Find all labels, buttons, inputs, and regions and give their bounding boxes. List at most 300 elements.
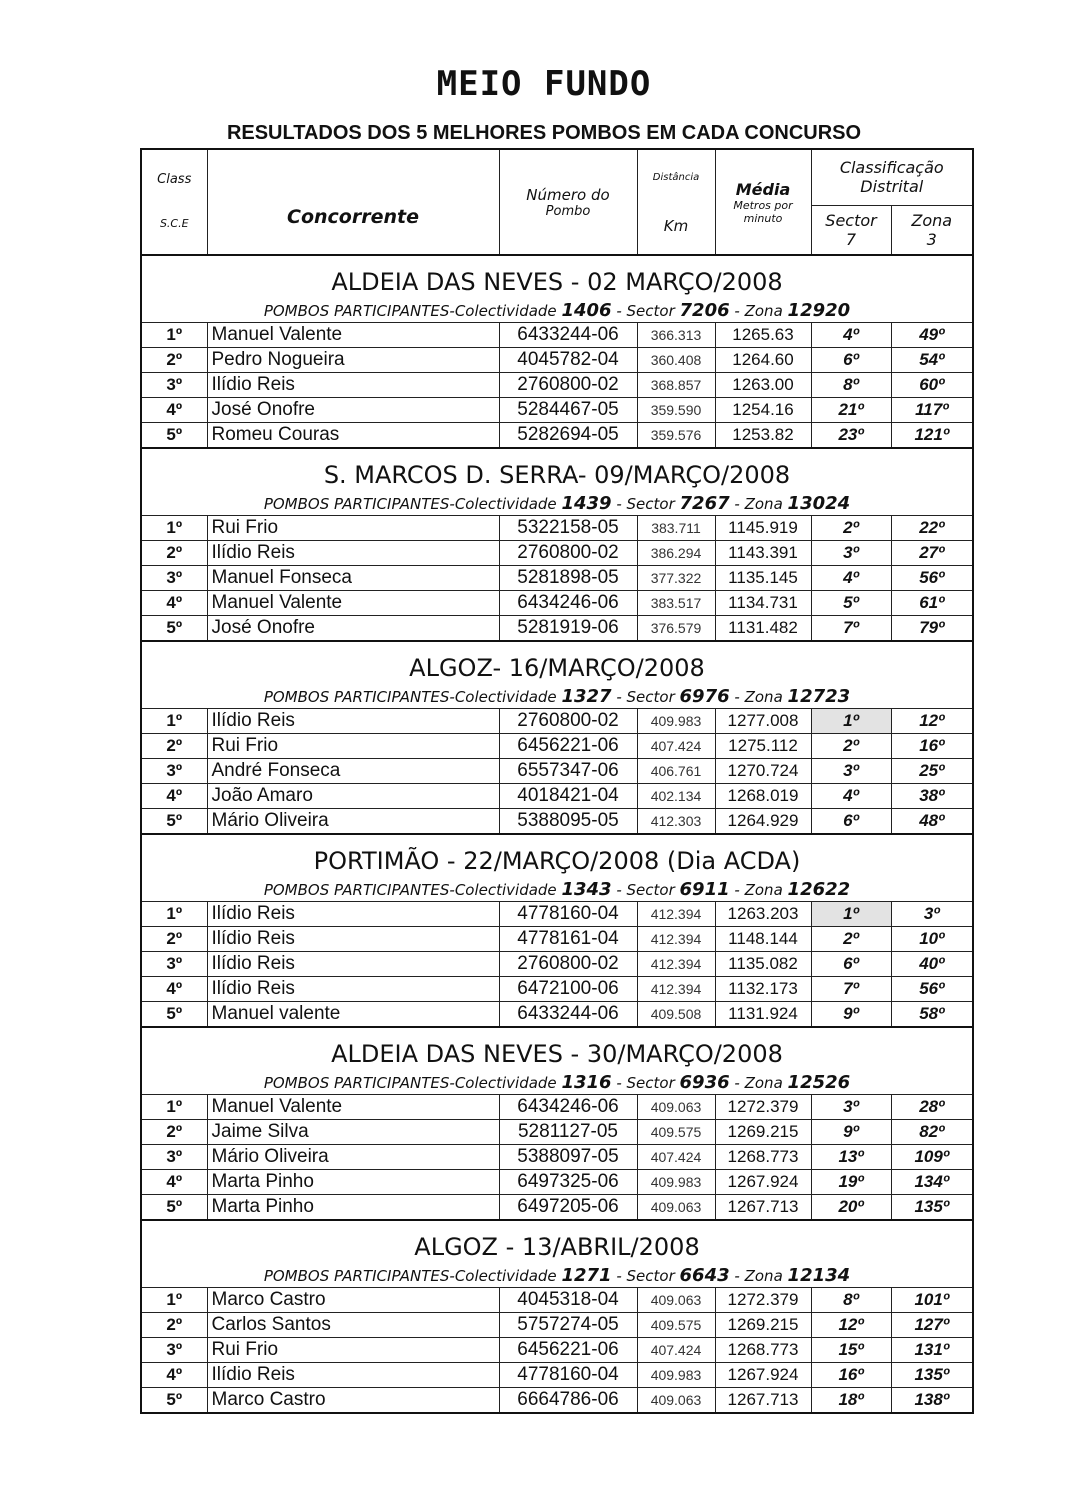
sector-rank: 12º bbox=[811, 1313, 891, 1338]
header-class-bottom: S.C.E bbox=[159, 217, 189, 230]
participants-sector-label: - Sector bbox=[616, 301, 675, 320]
sector-rank: 2º bbox=[811, 734, 891, 759]
pigeon-number: 6434246-06 bbox=[499, 1095, 637, 1120]
pigeon-number: 5388097-05 bbox=[499, 1145, 637, 1170]
table-row bbox=[141, 902, 973, 927]
pigeon-number: 6433244-06 bbox=[499, 323, 637, 348]
participants-sector: 7206 bbox=[679, 299, 730, 321]
table-row bbox=[141, 1363, 973, 1388]
competitor-name: Ilídio Reis bbox=[207, 902, 499, 927]
competitor-name: Rui Frio bbox=[207, 1338, 499, 1363]
distance-km: 377.322 bbox=[637, 566, 715, 591]
sector-rank: 4º bbox=[811, 566, 891, 591]
distance-km: 407.424 bbox=[637, 1338, 715, 1363]
position-cell: 2º bbox=[141, 927, 207, 952]
zone-rank: 135º bbox=[891, 1195, 973, 1221]
contest-participants bbox=[141, 1070, 973, 1095]
contest-title: PORTIMÃO - 22/MARÇO/2008 (Dia ACDA) bbox=[141, 834, 973, 877]
average-speed: 1265.63 bbox=[715, 323, 811, 348]
participants-label: POMBOS PARTICIPANTES-Colectividade bbox=[263, 880, 557, 899]
zone-rank: 27º bbox=[891, 541, 973, 566]
participants-zona-label: - Zona bbox=[734, 301, 783, 320]
table-row bbox=[141, 1170, 973, 1195]
zone-rank: 109º bbox=[891, 1145, 973, 1170]
zone-rank: 12º bbox=[891, 709, 973, 734]
zone-rank: 38º bbox=[891, 784, 973, 809]
competitor-name: João Amaro bbox=[207, 784, 499, 809]
participants-zona-label: - Zona bbox=[734, 494, 783, 513]
competitor-name: Marta Pinho bbox=[207, 1195, 499, 1221]
zone-rank: 49º bbox=[891, 323, 973, 348]
participants-colectividade: 1406 bbox=[561, 299, 612, 321]
pigeon-number: 6434246-06 bbox=[499, 591, 637, 616]
pigeon-number: 2760800-02 bbox=[499, 709, 637, 734]
zone-rank: 134º bbox=[891, 1170, 973, 1195]
distance-km: 383.711 bbox=[637, 516, 715, 541]
page-subtitle: RESULTADOS DOS 5 MELHORES POMBOS EM CADA CONCURSO bbox=[226, 122, 862, 144]
competitor-name: Pedro Nogueira bbox=[207, 348, 499, 373]
competitor-name: Manuel Valente bbox=[207, 323, 499, 348]
results-table bbox=[140, 148, 974, 1414]
pigeon-number: 2760800-02 bbox=[499, 373, 637, 398]
sector-rank: 7º bbox=[811, 977, 891, 1002]
position-cell: 5º bbox=[141, 1195, 207, 1221]
header-sector-num: 7 bbox=[845, 229, 857, 249]
competitor-name: Marco Castro bbox=[207, 1388, 499, 1414]
table-row bbox=[141, 1288, 973, 1313]
competitor-name: Romeu Couras bbox=[207, 423, 499, 449]
distance-km: 368.857 bbox=[637, 373, 715, 398]
competitor-name: Ilídio Reis bbox=[207, 1363, 499, 1388]
average-speed: 1268.773 bbox=[715, 1145, 811, 1170]
participants-label: POMBOS PARTICIPANTES-Colectividade bbox=[263, 301, 557, 320]
header-numero bbox=[499, 149, 637, 255]
zone-rank: 25º bbox=[891, 759, 973, 784]
zone-rank: 56º bbox=[891, 566, 973, 591]
competitor-name: Manuel Valente bbox=[207, 1095, 499, 1120]
average-speed: 1267.713 bbox=[715, 1388, 811, 1414]
header-concorrente-label: Concorrente bbox=[287, 206, 419, 228]
table-row bbox=[141, 323, 973, 348]
sector-rank: 3º bbox=[811, 541, 891, 566]
sector-rank: 6º bbox=[811, 952, 891, 977]
sector-rank: 3º bbox=[811, 1095, 891, 1120]
sector-rank: 1º bbox=[811, 902, 891, 927]
competitor-name: Rui Frio bbox=[207, 516, 499, 541]
header-media-sub1: Metros por bbox=[733, 198, 793, 212]
pigeon-number: 4018421-04 bbox=[499, 784, 637, 809]
sector-rank: 9º bbox=[811, 1002, 891, 1028]
table-row bbox=[141, 398, 973, 423]
participants-label: POMBOS PARTICIPANTES-Colectividade bbox=[263, 1266, 557, 1285]
sector-rank: 4º bbox=[811, 323, 891, 348]
position-cell: 2º bbox=[141, 1313, 207, 1338]
header-zona bbox=[891, 205, 973, 255]
position-cell: 1º bbox=[141, 902, 207, 927]
sector-rank: 8º bbox=[811, 373, 891, 398]
pigeon-number: 6456221-06 bbox=[499, 734, 637, 759]
participants-sector-label: - Sector bbox=[616, 687, 675, 706]
distance-km: 386.294 bbox=[637, 541, 715, 566]
zone-rank: 22º bbox=[891, 516, 973, 541]
participants-zona-label: - Zona bbox=[734, 1266, 783, 1285]
distance-km: 409.063 bbox=[637, 1195, 715, 1221]
table-row bbox=[141, 1388, 973, 1414]
table-row bbox=[141, 541, 973, 566]
pigeon-number: 5284467-05 bbox=[499, 398, 637, 423]
participants-colectividade: 1439 bbox=[561, 492, 612, 514]
distance-km: 412.394 bbox=[637, 902, 715, 927]
average-speed: 1267.924 bbox=[715, 1363, 811, 1388]
position-cell: 3º bbox=[141, 759, 207, 784]
pigeon-number: 5388095-05 bbox=[499, 809, 637, 835]
participants-colectividade: 1271 bbox=[561, 1264, 612, 1286]
zone-rank: 56º bbox=[891, 977, 973, 1002]
header-classificacao bbox=[811, 149, 973, 205]
sector-rank: 5º bbox=[811, 591, 891, 616]
table-row bbox=[141, 616, 973, 642]
table-row bbox=[141, 952, 973, 977]
header-numero-line2: Pombo bbox=[545, 203, 591, 219]
participants-zona: 12622 bbox=[787, 878, 851, 900]
contest-title: ALDEIA DAS NEVES - 02 MARÇO/2008 bbox=[141, 255, 973, 298]
participants-colectividade: 1316 bbox=[561, 1071, 612, 1093]
average-speed: 1263.00 bbox=[715, 373, 811, 398]
distance-km: 407.424 bbox=[637, 734, 715, 759]
table-row bbox=[141, 809, 973, 835]
participants-zona-label: - Zona bbox=[734, 880, 783, 899]
average-speed: 1277.008 bbox=[715, 709, 811, 734]
pigeon-number: 4778160-04 bbox=[499, 1363, 637, 1388]
position-cell: 3º bbox=[141, 1145, 207, 1170]
average-speed: 1269.215 bbox=[715, 1120, 811, 1145]
participants-sector: 6976 bbox=[679, 685, 730, 707]
position-cell: 3º bbox=[141, 1338, 207, 1363]
participants-sector: 6936 bbox=[679, 1071, 730, 1093]
position-cell: 1º bbox=[141, 709, 207, 734]
sector-rank: 9º bbox=[811, 1120, 891, 1145]
competitor-name: Manuel Fonseca bbox=[207, 566, 499, 591]
participants-zona: 12920 bbox=[787, 299, 851, 321]
participants-label: POMBOS PARTICIPANTES-Colectividade bbox=[263, 494, 557, 513]
contest-title: ALDEIA DAS NEVES - 30/MARÇO/2008 bbox=[141, 1027, 973, 1070]
table-row bbox=[141, 1145, 973, 1170]
average-speed: 1131.482 bbox=[715, 616, 811, 642]
competitor-name: José Onofre bbox=[207, 616, 499, 642]
position-cell: 3º bbox=[141, 952, 207, 977]
average-speed: 1270.724 bbox=[715, 759, 811, 784]
average-speed: 1268.019 bbox=[715, 784, 811, 809]
header-distancia bbox=[637, 149, 715, 255]
distance-km: 407.424 bbox=[637, 1145, 715, 1170]
competitor-name: Mário Oliveira bbox=[207, 1145, 499, 1170]
average-speed: 1272.379 bbox=[715, 1095, 811, 1120]
pigeon-number: 4778160-04 bbox=[499, 902, 637, 927]
average-speed: 1132.173 bbox=[715, 977, 811, 1002]
sector-rank: 4º bbox=[811, 784, 891, 809]
header-classif-line1: Classificação bbox=[839, 158, 944, 178]
sector-rank: 2º bbox=[811, 927, 891, 952]
position-cell: 5º bbox=[141, 423, 207, 449]
table-row bbox=[141, 977, 973, 1002]
distance-km: 406.761 bbox=[637, 759, 715, 784]
table-row bbox=[141, 734, 973, 759]
sector-rank: 15º bbox=[811, 1338, 891, 1363]
position-cell: 5º bbox=[141, 809, 207, 835]
contest-title: ALGOZ - 13/ABRIL/2008 bbox=[141, 1220, 973, 1263]
distance-km: 383.517 bbox=[637, 591, 715, 616]
distance-km: 360.408 bbox=[637, 348, 715, 373]
average-speed: 1131.924 bbox=[715, 1002, 811, 1028]
competitor-name: Mário Oliveira bbox=[207, 809, 499, 835]
participants-sector: 7267 bbox=[679, 492, 730, 514]
average-speed: 1272.379 bbox=[715, 1288, 811, 1313]
pigeon-number: 5281919-06 bbox=[499, 616, 637, 642]
participants-sector: 6643 bbox=[679, 1264, 730, 1286]
zone-rank: 61º bbox=[891, 591, 973, 616]
pigeon-number: 4045318-04 bbox=[499, 1288, 637, 1313]
table-row bbox=[141, 516, 973, 541]
table-row bbox=[141, 1002, 973, 1028]
header-classif-line2: Distrital bbox=[860, 177, 924, 197]
distance-km: 409.983 bbox=[637, 1363, 715, 1388]
position-cell: 2º bbox=[141, 1120, 207, 1145]
table-row bbox=[141, 1120, 973, 1145]
distance-km: 412.303 bbox=[637, 809, 715, 835]
participants-zona: 12723 bbox=[787, 685, 851, 707]
position-cell: 4º bbox=[141, 398, 207, 423]
distance-km: 409.983 bbox=[637, 709, 715, 734]
distance-km: 359.590 bbox=[637, 398, 715, 423]
zone-rank: 127º bbox=[891, 1313, 973, 1338]
sector-rank: 20º bbox=[811, 1195, 891, 1221]
contest-title: S. MARCOS D. SERRA- 09/MARÇO/2008 bbox=[141, 448, 973, 491]
zone-rank: 79º bbox=[891, 616, 973, 642]
contest-title: ALGOZ- 16/MARÇO/2008 bbox=[141, 641, 973, 684]
zone-rank: 40º bbox=[891, 952, 973, 977]
participants-zona: 13024 bbox=[787, 492, 851, 514]
header-concorrente bbox=[207, 149, 499, 255]
competitor-name: Ilídio Reis bbox=[207, 927, 499, 952]
position-cell: 4º bbox=[141, 1363, 207, 1388]
average-speed: 1135.145 bbox=[715, 566, 811, 591]
distance-km: 409.983 bbox=[637, 1170, 715, 1195]
competitor-name: Ilídio Reis bbox=[207, 373, 499, 398]
zone-rank: 58º bbox=[891, 1002, 973, 1028]
competitor-name: Ilídio Reis bbox=[207, 541, 499, 566]
header-dist-bottom: Km bbox=[663, 217, 689, 235]
pigeon-number: 2760800-02 bbox=[499, 541, 637, 566]
average-speed: 1143.391 bbox=[715, 541, 811, 566]
average-speed: 1267.924 bbox=[715, 1170, 811, 1195]
distance-km: 412.394 bbox=[637, 977, 715, 1002]
position-cell: 4º bbox=[141, 591, 207, 616]
zone-rank: 82º bbox=[891, 1120, 973, 1145]
position-cell: 1º bbox=[141, 1095, 207, 1120]
page-title: MEIO FUNDO bbox=[436, 64, 652, 104]
sector-rank: 23º bbox=[811, 423, 891, 449]
zone-rank: 60º bbox=[891, 373, 973, 398]
zone-rank: 138º bbox=[891, 1388, 973, 1414]
table-row bbox=[141, 709, 973, 734]
distance-km: 409.575 bbox=[637, 1313, 715, 1338]
participants-sector-label: - Sector bbox=[616, 880, 675, 899]
position-cell: 5º bbox=[141, 616, 207, 642]
participants-sector-label: - Sector bbox=[616, 494, 675, 513]
table-row bbox=[141, 1313, 973, 1338]
sector-rank: 1º bbox=[811, 709, 891, 734]
zone-rank: 3º bbox=[891, 902, 973, 927]
participants-label: POMBOS PARTICIPANTES-Colectividade bbox=[263, 687, 557, 706]
position-cell: 1º bbox=[141, 516, 207, 541]
average-speed: 1253.82 bbox=[715, 423, 811, 449]
position-cell: 5º bbox=[141, 1388, 207, 1414]
participants-sector: 6911 bbox=[679, 878, 730, 900]
competitor-name: Ilídio Reis bbox=[207, 709, 499, 734]
position-cell: 4º bbox=[141, 784, 207, 809]
average-speed: 1148.144 bbox=[715, 927, 811, 952]
average-speed: 1254.16 bbox=[715, 398, 811, 423]
header-media-label: Média bbox=[735, 179, 791, 199]
competitor-name: Manuel Valente bbox=[207, 591, 499, 616]
table-row bbox=[141, 784, 973, 809]
header-class bbox=[141, 149, 207, 255]
zone-rank: 121º bbox=[891, 423, 973, 449]
average-speed: 1263.203 bbox=[715, 902, 811, 927]
participants-sector-label: - Sector bbox=[616, 1266, 675, 1285]
position-cell: 2º bbox=[141, 348, 207, 373]
distance-km: 409.063 bbox=[637, 1095, 715, 1120]
competitor-name: Rui Frio bbox=[207, 734, 499, 759]
contest-participants bbox=[141, 1263, 973, 1288]
pigeon-number: 6472100-06 bbox=[499, 977, 637, 1002]
competitor-name: Marta Pinho bbox=[207, 1170, 499, 1195]
distance-km: 359.576 bbox=[637, 423, 715, 449]
average-speed: 1264.929 bbox=[715, 809, 811, 835]
zone-rank: 131º bbox=[891, 1338, 973, 1363]
pigeon-number: 5757274-05 bbox=[499, 1313, 637, 1338]
header-media bbox=[715, 149, 811, 255]
average-speed: 1268.773 bbox=[715, 1338, 811, 1363]
table-row bbox=[141, 927, 973, 952]
pigeon-number: 6456221-06 bbox=[499, 1338, 637, 1363]
header-zona-label: Zona bbox=[911, 210, 953, 230]
competitor-name: André Fonseca bbox=[207, 759, 499, 784]
table-row bbox=[141, 1095, 973, 1120]
average-speed: 1135.082 bbox=[715, 952, 811, 977]
zone-rank: 48º bbox=[891, 809, 973, 835]
header-zona-num: 3 bbox=[926, 229, 937, 249]
average-speed: 1264.60 bbox=[715, 348, 811, 373]
pigeon-number: 6557347-06 bbox=[499, 759, 637, 784]
zone-rank: 101º bbox=[891, 1288, 973, 1313]
competitor-name: Manuel valente bbox=[207, 1002, 499, 1028]
competitor-name: Ilídio Reis bbox=[207, 977, 499, 1002]
table-row bbox=[141, 566, 973, 591]
header-class-top: Class bbox=[157, 172, 192, 187]
competitor-name: Ilídio Reis bbox=[207, 952, 499, 977]
distance-km: 376.579 bbox=[637, 616, 715, 642]
pigeon-number: 5322158-05 bbox=[499, 516, 637, 541]
pigeon-number: 5281898-05 bbox=[499, 566, 637, 591]
pigeon-number: 5281127-05 bbox=[499, 1120, 637, 1145]
sector-rank: 6º bbox=[811, 809, 891, 835]
position-cell: 3º bbox=[141, 566, 207, 591]
sector-rank: 8º bbox=[811, 1288, 891, 1313]
zone-rank: 16º bbox=[891, 734, 973, 759]
zone-rank: 54º bbox=[891, 348, 973, 373]
sector-rank: 2º bbox=[811, 516, 891, 541]
distance-km: 366.313 bbox=[637, 323, 715, 348]
contest-participants bbox=[141, 684, 973, 709]
sector-rank: 19º bbox=[811, 1170, 891, 1195]
average-speed: 1145.919 bbox=[715, 516, 811, 541]
zone-rank: 28º bbox=[891, 1095, 973, 1120]
position-cell: 1º bbox=[141, 323, 207, 348]
pigeon-number: 5282694-05 bbox=[499, 423, 637, 449]
zone-rank: 117º bbox=[891, 398, 973, 423]
pigeon-number: 4045782-04 bbox=[499, 348, 637, 373]
sector-rank: 13º bbox=[811, 1145, 891, 1170]
position-cell: 5º bbox=[141, 1002, 207, 1028]
average-speed: 1275.112 bbox=[715, 734, 811, 759]
distance-km: 409.063 bbox=[637, 1288, 715, 1313]
participants-colectividade: 1327 bbox=[561, 685, 612, 707]
distance-km: 412.394 bbox=[637, 927, 715, 952]
participants-zona-label: - Zona bbox=[734, 687, 783, 706]
competitor-name: José Onofre bbox=[207, 398, 499, 423]
pigeon-number: 6497325-06 bbox=[499, 1170, 637, 1195]
sector-rank: 16º bbox=[811, 1363, 891, 1388]
participants-zona-label: - Zona bbox=[734, 1073, 783, 1092]
position-cell: 1º bbox=[141, 1288, 207, 1313]
header-numero-line1: Número do bbox=[526, 185, 610, 204]
pigeon-number: 2760800-02 bbox=[499, 952, 637, 977]
participants-label: POMBOS PARTICIPANTES-Colectividade bbox=[263, 1073, 557, 1092]
header-sector-label: Sector bbox=[825, 210, 877, 230]
table-row bbox=[141, 591, 973, 616]
distance-km: 409.508 bbox=[637, 1002, 715, 1028]
header-dist-top: Distância bbox=[652, 172, 700, 183]
contest-participants bbox=[141, 298, 973, 323]
pigeon-number: 4778161-04 bbox=[499, 927, 637, 952]
header-media-sub2: minuto bbox=[743, 211, 783, 225]
distance-km: 402.134 bbox=[637, 784, 715, 809]
competitor-name: Jaime Silva bbox=[207, 1120, 499, 1145]
pigeon-number: 6497205-06 bbox=[499, 1195, 637, 1221]
average-speed: 1134.731 bbox=[715, 591, 811, 616]
distance-km: 409.063 bbox=[637, 1388, 715, 1414]
table-row bbox=[141, 348, 973, 373]
table-row bbox=[141, 373, 973, 398]
participants-colectividade: 1343 bbox=[561, 878, 612, 900]
sector-rank: 6º bbox=[811, 348, 891, 373]
contest-participants bbox=[141, 491, 973, 516]
table-row bbox=[141, 759, 973, 784]
zone-rank: 10º bbox=[891, 927, 973, 952]
position-cell: 4º bbox=[141, 1170, 207, 1195]
contest-participants bbox=[141, 877, 973, 902]
competitor-name: Marco Castro bbox=[207, 1288, 499, 1313]
header-sector bbox=[811, 205, 891, 255]
competitor-name: Carlos Santos bbox=[207, 1313, 499, 1338]
zone-rank: 135º bbox=[891, 1363, 973, 1388]
distance-km: 412.394 bbox=[637, 952, 715, 977]
sector-rank: 21º bbox=[811, 398, 891, 423]
average-speed: 1267.713 bbox=[715, 1195, 811, 1221]
distance-km: 409.575 bbox=[637, 1120, 715, 1145]
sector-rank: 3º bbox=[811, 759, 891, 784]
